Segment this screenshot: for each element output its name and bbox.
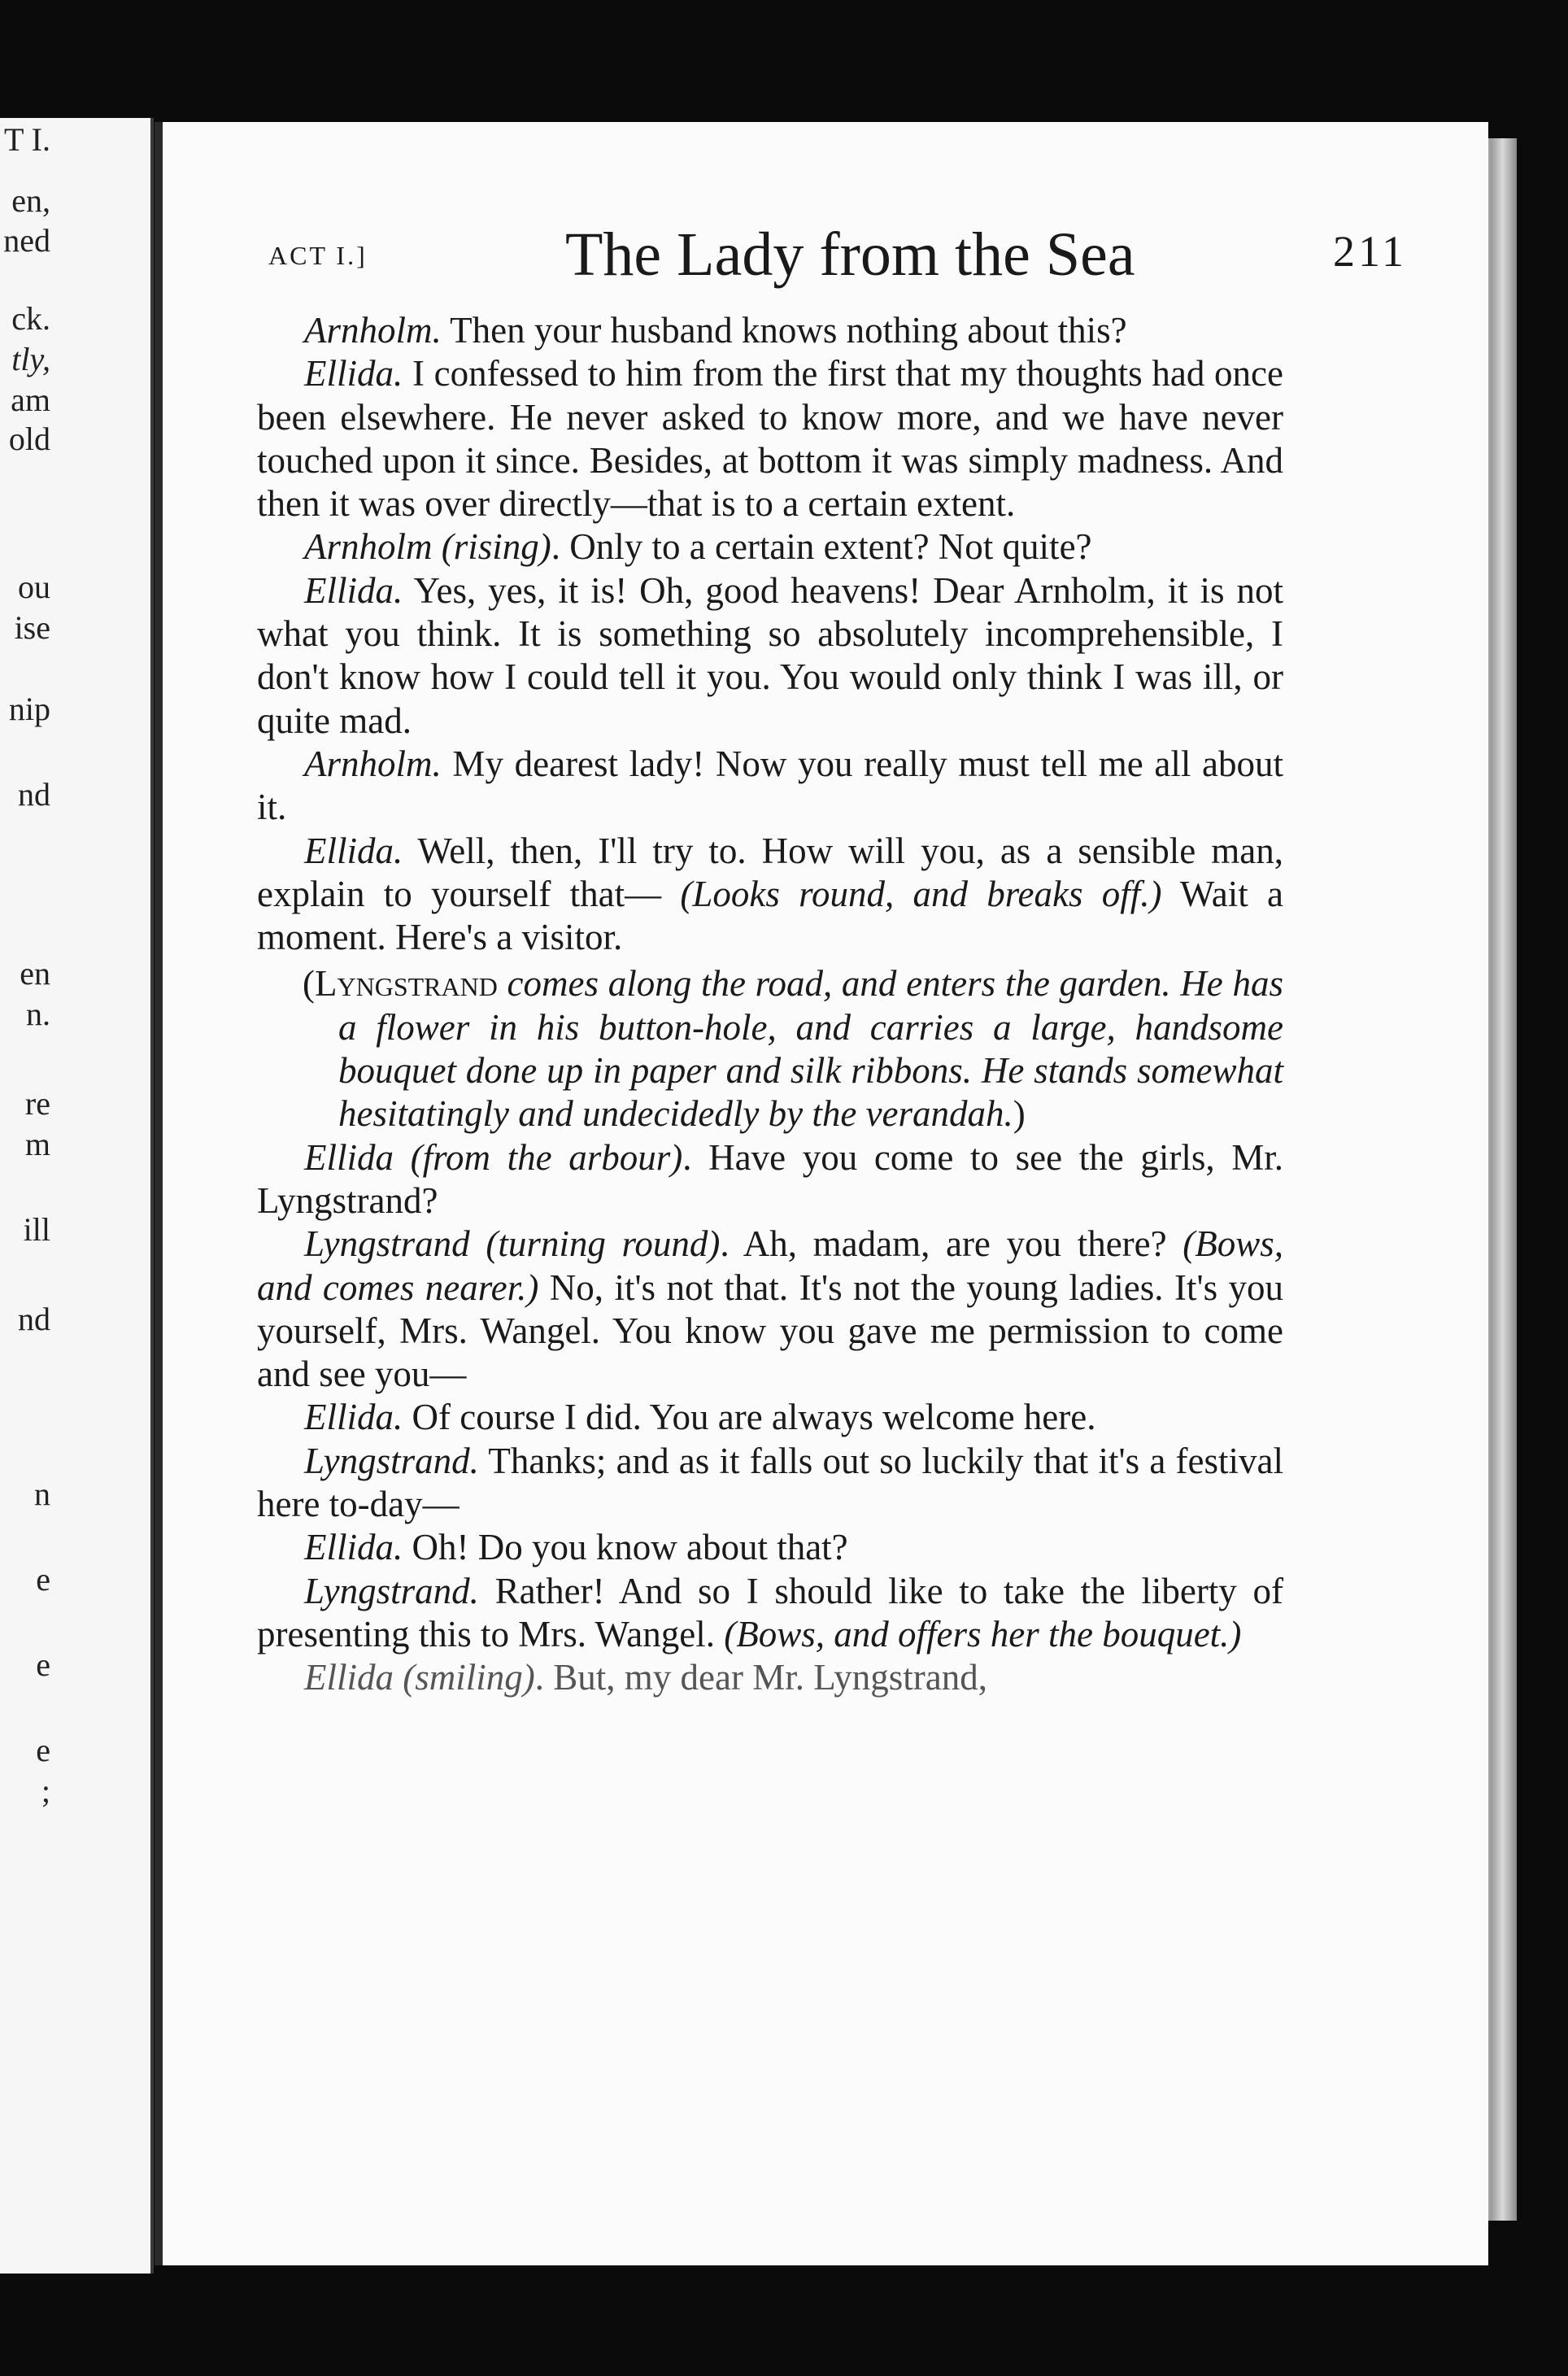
speech-lyngstrand-3 <box>257 1570 1283 1657</box>
speech-ellida-1 <box>257 352 1283 525</box>
previous-page-fragment: ill <box>23 1212 50 1248</box>
speaker-name: Ellida <box>304 1136 394 1178</box>
speech-ellida-3 <box>257 830 1283 960</box>
speech-text: Of course I did. You are always welcome here. <box>403 1397 1096 1438</box>
speech-arnholm-2 <box>257 525 1283 569</box>
previous-page-fragment: n. <box>26 996 50 1032</box>
speech-text: . Ah, madam, are you there? <box>720 1223 1183 1265</box>
speech-ellida-4 <box>257 1136 1283 1223</box>
speaker-name: Ellida. <box>304 353 403 395</box>
previous-page-fragment: en <box>20 956 50 992</box>
speech-text: . Only to a certain extent? Not quite? <box>551 526 1092 568</box>
speaker-name: Arnholm. <box>304 310 442 351</box>
speaker-name: Lyngstrand. <box>304 1570 479 1611</box>
stage-direction-inline: (rising) <box>441 526 551 568</box>
speech-text: Thanks; and as it falls out so luckily that it's a festival here to-day— <box>257 1440 1283 1525</box>
previous-page-fragment: am <box>11 382 50 418</box>
book-page <box>155 122 1488 2265</box>
stage-direction-inline: (Bows, and comes nearer.) <box>257 1223 1283 1308</box>
previous-page-fragment: e <box>36 1647 50 1683</box>
previous-page-fragment: T I. <box>3 122 50 158</box>
speaker-name: Ellida. <box>304 830 403 871</box>
speech-ellida-6 <box>257 1526 1283 1569</box>
previous-page <box>0 118 154 2274</box>
speech-ellida-2 <box>257 569 1283 743</box>
speech-text: I confessed to him from the first that my thoughts had once been elsewhere. He never asked to know more, and we have never touched upon it since. Besides, at bottom it was simply madness. And then it was over directly—that is to a certain extent. <box>257 353 1283 525</box>
speech-arnholm-3 <box>257 743 1283 830</box>
speech-ellida-7 <box>257 1656 1283 1699</box>
speaker-name: Lyngstrand <box>304 1223 470 1265</box>
stage-direction-inline: (Looks round, and breaks off.) <box>680 873 1162 914</box>
play-text <box>257 309 1283 1700</box>
act-label: ACT I.] <box>268 241 368 270</box>
previous-page-fragment: e <box>36 1733 50 1768</box>
previous-page-fragment: tly, <box>11 342 50 377</box>
previous-page-fragment: ise <box>14 610 50 646</box>
speech-lyngstrand-1 <box>257 1223 1283 1396</box>
stage-direction-block: (Lyngstrand comes along the road, and enters the garden. He has a flower in his button-hole, and carries a large, handsome bouquet done up in paper and silk ribbons. He stands somewhat hesitatingly and undecidedly by the verandah.) <box>303 963 1283 1135</box>
previous-page-fragment: m <box>24 1127 50 1162</box>
speech-text: . Have you come to see the girls, Mr. Lyngstrand? <box>257 1136 1283 1221</box>
running-title: The Lady from the Sea <box>565 220 1135 289</box>
previous-page-fragment: e <box>36 1562 50 1598</box>
stage-direction-inline: (smiling) <box>403 1657 535 1698</box>
previous-page-fragment: n <box>34 1476 50 1512</box>
previous-page-fragment: ck. <box>11 301 50 337</box>
speaker-name: Arnholm <box>304 526 433 568</box>
page-number: 211 <box>1333 227 1407 276</box>
speech-text: Then your husband knows nothing about this? <box>441 310 1127 351</box>
speaker-name: Lyngstrand. <box>304 1440 479 1481</box>
speech-text: Rather! And so I should like to take the liberty of presenting this to Mrs. Wangel. <box>257 1570 1283 1654</box>
speech-text: My dearest lady! Now you really must tell me all about it. <box>257 743 1283 828</box>
previous-page-fragment: ; <box>41 1773 50 1809</box>
character-name: Lyngstrand <box>315 963 498 1005</box>
speech-text: Yes, yes, it is! Oh, good heavens! Dear Arnholm, it is not what you think. It is something so absolutely incomprehensible, I don't know how I could tell it you. You would only think I was ill, or quite mad. <box>257 569 1283 741</box>
previous-page-fragment: en, <box>11 183 50 219</box>
previous-page-fragment: nd <box>18 1301 50 1337</box>
speaker-name: Ellida. <box>304 569 403 611</box>
previous-page-fragment: re <box>24 1086 50 1122</box>
speech-text: Oh! Do you know about that? <box>403 1527 848 1568</box>
previous-page-fragment: nip <box>8 691 50 727</box>
stage-direction-inline: (from the arbour) <box>410 1136 683 1178</box>
stage-direction-inline: (turning round) <box>486 1223 721 1265</box>
speaker-name: Arnholm. <box>304 743 442 784</box>
speech-text: . But, my dear Mr. Lyngstrand, <box>534 1657 987 1698</box>
previous-page-fragment: nd <box>18 777 50 813</box>
stage-direction-text: comes along the road, and enters the garden. He has a flower in his button-hole, and carries a large, handsome bouquet done up in paper and silk ribbons. He stands somewhat hesitatingly and undecidedly by the verandah. <box>338 963 1283 1135</box>
speaker-name: Ellida <box>304 1657 394 1698</box>
speech-text: Wait a moment. Here's a visitor. <box>257 873 1283 958</box>
speech-arnholm-1 <box>257 309 1283 352</box>
previous-page-fragment: old <box>8 421 50 457</box>
speech-text: Well, then, I'll try to. How will you, as a sensible man, explain to yourself that— <box>257 830 1283 914</box>
speech-ellida-5 <box>257 1396 1283 1439</box>
speech-text: No, it's not that. It's not the young ladies. It's you yourself, Mrs. Wangel. You know you gave me permission to come and see you— <box>257 1266 1283 1395</box>
speaker-name: Ellida. <box>304 1397 403 1438</box>
previous-page-fragment: ou <box>18 569 50 605</box>
stage-direction-inline: (Bows, and offers her the bouquet.) <box>724 1613 1242 1654</box>
speaker-name: Ellida. <box>304 1527 403 1568</box>
speech-lyngstrand-2 <box>257 1440 1283 1527</box>
running-head <box>268 218 1407 291</box>
previous-page-fragment: ned <box>3 223 50 259</box>
